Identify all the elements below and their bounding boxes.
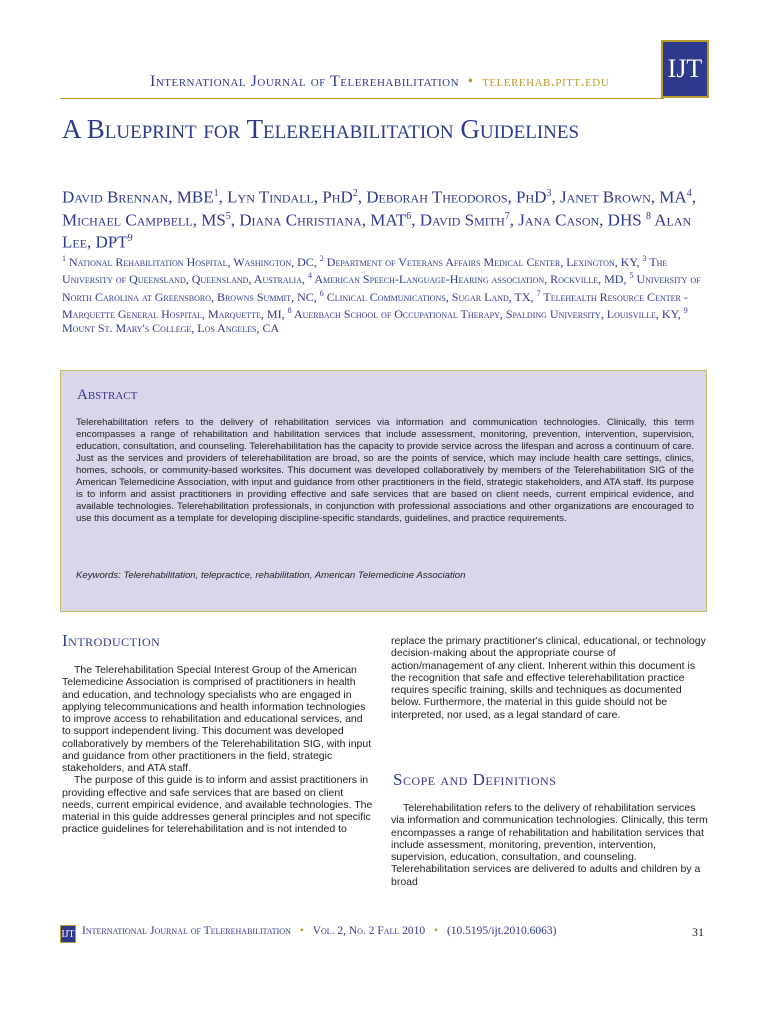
author-affiliation-mark: 6 [406, 210, 412, 222]
affiliation-text: American Speech-Language-Hearing association, Rockville, MD, [314, 272, 630, 287]
journal-logo: IJT [661, 40, 709, 98]
affiliation-mark: 4 [308, 271, 312, 281]
footer-separator: • [434, 925, 439, 937]
introduction-heading: Introduction [62, 631, 161, 650]
abstract-keywords: Keywords: Telerehabilitation, telepractice, rehabilitation, American Telemedicine Association [76, 570, 466, 581]
affiliation-text: University of North Carolina at Greensboro, Browns Summit, NC, [62, 272, 701, 304]
affiliation-mark: 6 [319, 288, 324, 298]
affiliation-mark: 7 [536, 288, 541, 298]
author-name: David Smith [419, 210, 505, 230]
running-header [150, 73, 609, 91]
abstract-text: Telerehabilitation refers to the delivery of rehabilitation services via information and communication technologies. Clinically, this term encompasses a range of rehabilitation and habilitation services that include assessment, monitoring, prevention, intervention, supervision, education, consultation, and counseling. Telerehabilitation has the capacity to provide service across the lifespan and across a continuum of care. Just as the services and providers of telerehabilitation are broad, so are the points of service, which may include health care settings, clinics, homes, schools, or community-based worksites. This document was developed collaboratively by members of the Telerehabilitation SIG of the American Telemedicine Association, with input and guidance from other practitioners in the field, strategic stakeholders, and ATA staff. Its purpose is to inform and assist practitioners in providing effective and safe services that are based on client needs, current empirical evidence, and available technologies. Telerehabilitation professionals, in conjunction with professional associations and other organizations are encouraged to use this document as a template for developing discipline-specific standards, guidelines, and practice requirements. [76, 417, 694, 524]
affiliation-text: Telehealth Resource Center - Marquette General Hospital, Marquette, MI, [62, 289, 688, 321]
header-rule [60, 98, 664, 99]
affiliation-text: Department of Veterans Affairs Medical Center, Lexington, KY, [326, 255, 643, 269]
footer-journal-name: International Journal of Telerehabilitation [82, 925, 291, 937]
article-title: A Blueprint for Telerehabilitation Guidelines [62, 114, 580, 144]
introduction-continuation [391, 635, 709, 721]
author-affiliation-mark: 5 [225, 210, 231, 222]
footer-logo: IJT [60, 925, 76, 943]
introduction-paragraph: The purpose of this guide is to inform and assist practitioners in providing effective and safe services that are based on client needs, current empirical evidence, and available technologies. The material in this guide addresses general principles and not specific practice guidelines for telerehabilitation and is not intended to [62, 774, 373, 836]
abstract-box [60, 370, 707, 612]
author-name: Alan Lee, DPT [62, 210, 692, 252]
author-name: Jana Cason, DHS [518, 210, 646, 230]
author-name: David Brennan, MBE [62, 187, 214, 207]
header-separator: • [467, 73, 474, 90]
affiliation-text: Auerbach School of Occupational Therapy, Spalding University, Louisville, KY, [293, 306, 684, 321]
author-separator: , [509, 210, 519, 230]
author-separator: , [411, 210, 420, 230]
scope-heading: Scope and Definitions [393, 770, 557, 789]
author-list [62, 184, 712, 252]
affiliation-mark: 1 [62, 254, 66, 263]
page-number: 31 [692, 925, 704, 939]
author-affiliation-mark: 8 [645, 210, 651, 222]
affiliation-mark: 2 [319, 254, 324, 263]
affiliation-mark: 8 [287, 305, 292, 315]
author-name: Diana Christiana, MAT [239, 210, 407, 230]
author-name: Lyn Tindall, PhD [227, 187, 353, 207]
scope-paragraph: Telerehabilitation refers to the delivery of rehabilitation services via information and communication technologies. Clinically, this term encompasses a range of rehabilitation and habilitation services that include assessment, monitoring, prevention, intervention, supervision, education, consultation, and counseling. Telerehabilitation services are delivered to adults and children by a broad [391, 802, 708, 888]
header-journal-name: International Journal of Telerehabilitation [150, 73, 460, 90]
author-name: Janet Brown, MA [559, 187, 687, 207]
author-name: Michael Campbell, MS [62, 210, 226, 230]
affiliation-text: Clinical Communications, Sugar Land, TX, [326, 289, 537, 304]
author-separator: , [357, 187, 367, 207]
footer-separator: • [299, 925, 304, 937]
affiliation-text: National Rehabilitation Hospital, Washington, DC, [69, 255, 320, 269]
author-separator: , [551, 187, 560, 207]
footer-doi: (10.5195/ijt.2010.6063) [446, 925, 557, 937]
header-url-link[interactable]: telerehab.pitt.edu [482, 73, 610, 90]
affiliation-mark: 5 [629, 271, 634, 281]
author-affiliation-mark: 9 [127, 233, 133, 245]
author-separator: , [218, 187, 228, 207]
affiliation-mark: 9 [683, 305, 688, 315]
affiliation-text: The University of Queensland, Queensland, Australia, [62, 255, 668, 287]
scope-body [391, 802, 709, 888]
abstract-heading: Abstract [77, 387, 138, 403]
introduction-body [62, 664, 374, 836]
affiliation-text: Mount St. Mary's College, Los Angeles, CA [62, 321, 280, 336]
author-affiliation-mark: 7 [504, 210, 510, 222]
author-separator: , [691, 187, 696, 207]
author-affiliation-mark: 3 [546, 188, 552, 199]
author-name: Deborah Theodoros, PhD [366, 187, 547, 207]
author-separator: , [230, 210, 240, 230]
author-affiliation-mark: 1 [213, 188, 219, 199]
footer-volume: Vol. 2, No. 2 Fall 2010 [312, 925, 426, 937]
affiliation-mark: 3 [642, 254, 647, 263]
author-affiliation-mark: 4 [686, 188, 692, 199]
author-affiliation-mark: 2 [352, 188, 358, 199]
affiliation-list [62, 252, 712, 335]
introduction-paragraph: The Telerehabilitation Special Interest Group of the American Telemedicine Association is comprised of practitioners in health and education, and technology specialists who are engaged in applying telecommunications and health information technologies to improve access to rehabilitation and educational services, and to support independent living. This document was developed collaboratively by members of the Telerehabilitation SIG, with input and guidance from other practitioners in the field, strategic stakeholders, and ATA staff. [62, 664, 372, 774]
footer-citation [82, 925, 557, 937]
continuation-paragraph: replace the primary practitioner's clinical, educational, or technology decision-making about the appropriate course of action/management of any client. Inherent within this document is the recognition that safe and effective telerehabilitation practice requires specific training, skills and techniques as documented below. Furthermore, the material in this guide should not be interpreted, nor used, as a legal standard of care. [391, 635, 706, 721]
